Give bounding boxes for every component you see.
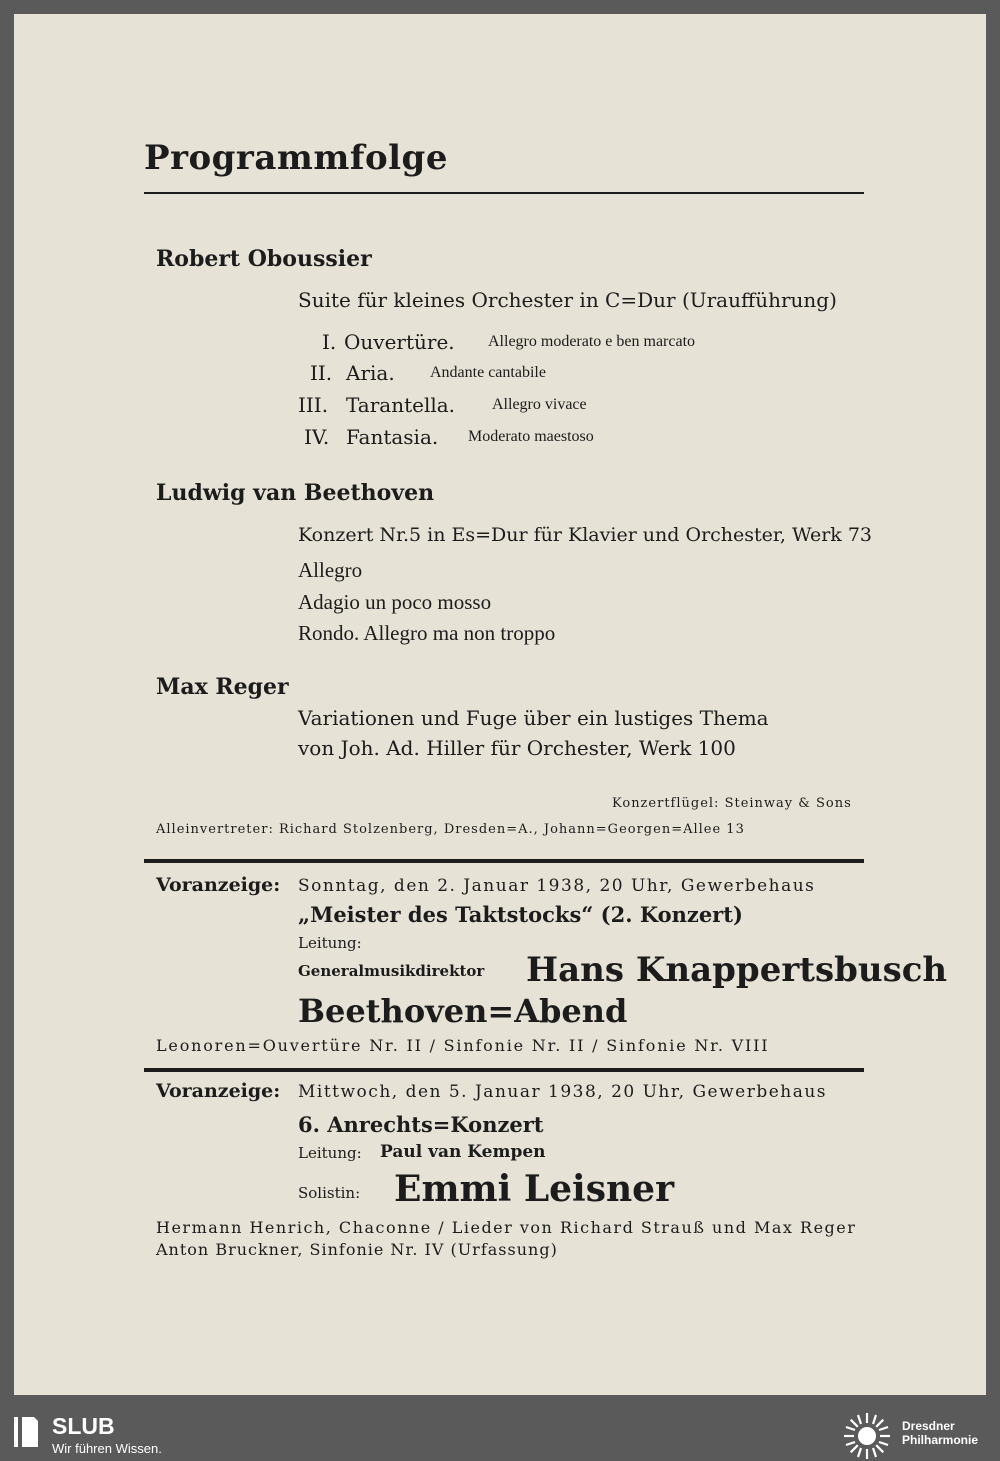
conductor-name: Hans Knappertsbusch xyxy=(526,950,948,990)
movement-number: IV. xyxy=(304,425,330,449)
movement-name: Fantasia. xyxy=(346,425,439,449)
movement-tempo: Andante cantabile xyxy=(430,364,546,381)
movement-number: II. xyxy=(310,361,333,385)
announcement-date: Mittwoch, den 5. Januar 1938, 20 Uhr, Gewerbehaus xyxy=(298,1082,828,1102)
movement-tempo: Allegro vivace xyxy=(492,396,587,413)
concert-theme: Beethoven=Abend xyxy=(298,992,628,1030)
movement-name: Ouvertüre. xyxy=(344,330,455,354)
movement-name: Tarantella. xyxy=(346,393,456,417)
dealer-note: Alleinvertreter: Richard Stolzenberg, Dresden=A., Johann=Georgen=Allee 13 xyxy=(156,822,745,837)
soloist-label: Solistin: xyxy=(298,1184,361,1202)
leitung-label: Leitung: xyxy=(298,1144,362,1162)
orchestra-line1: Dresdner xyxy=(902,1419,955,1433)
soloist-name: Emmi Leisner xyxy=(394,1168,675,1210)
title-rule xyxy=(144,192,864,194)
announcement-event: 6. Anrechts=Konzert xyxy=(298,1112,544,1137)
composer-oboussier: Robert Oboussier xyxy=(156,246,372,272)
announcement-label: Voranzeige: xyxy=(156,1080,281,1102)
composer-reger: Max Reger xyxy=(156,674,289,700)
work-variations-line1: Variationen und Fuge über ein lustiges Thema xyxy=(298,706,769,730)
movement-name: Allegro xyxy=(298,558,363,582)
movement-tempo: Allegro moderato e ben marcato xyxy=(488,333,696,350)
movement-name: Rondo. Allegro ma non troppo xyxy=(298,621,556,645)
conductor-title: Generalmusikdirektor xyxy=(298,962,485,980)
work-variations-line2: von Joh. Ad. Hiller für Orchester, Werk 100 xyxy=(298,736,736,760)
philharmonie-logo-icon xyxy=(842,1411,892,1461)
leitung-label: Leitung: xyxy=(298,934,362,952)
piano-note: Konzertflügel: Steinway & Sons xyxy=(612,796,852,811)
orchestra-line2: Philharmonie xyxy=(902,1433,979,1447)
footer-bar xyxy=(0,1405,1000,1461)
section-rule xyxy=(144,1068,864,1072)
section-rule xyxy=(144,859,864,863)
movement-name: Aria. xyxy=(346,361,395,385)
work-suite: Suite für kleines Orchester in C=Dur (Uraufführung) xyxy=(298,288,837,312)
announcement-date: Sonntag, den 2. Januar 1938, 20 Uhr, Gewerbehaus xyxy=(298,876,816,896)
page-title: Programmfolge xyxy=(144,138,448,178)
announcement-event: „Meister des Taktstocks“ (2. Konzert) xyxy=(298,902,743,927)
movement-number: III. xyxy=(298,393,329,417)
library-slogan: Wir führen Wissen. xyxy=(52,1441,162,1456)
library-name: SLUB xyxy=(52,1413,115,1439)
composer-beethoven: Ludwig van Beethoven xyxy=(156,480,435,506)
orchestra-name xyxy=(902,1419,978,1447)
announcement-program-line1: Hermann Henrich, Chaconne / Lieder von Richard Strauß und Max Reger xyxy=(156,1218,857,1237)
movement-name: Adagio un poco mosso xyxy=(298,590,492,614)
movement-tempo: Moderato maestoso xyxy=(468,428,594,445)
work-concerto: Konzert Nr.5 in Es=Dur für Klavier und Orchester, Werk 73 xyxy=(298,524,873,546)
announcement-program: Leonoren=Ouvertüre Nr. II / Sinfonie Nr. II / Sinfonie Nr. VIII xyxy=(156,1036,770,1055)
movement-number: I. xyxy=(322,330,337,354)
slub-logo-icon xyxy=(12,1413,40,1449)
announcement-label: Voranzeige: xyxy=(156,874,281,896)
conductor-name: Paul van Kempen xyxy=(380,1142,546,1162)
announcement-program-line2: Anton Bruckner, Sinfonie Nr. IV (Urfassung) xyxy=(156,1240,558,1259)
